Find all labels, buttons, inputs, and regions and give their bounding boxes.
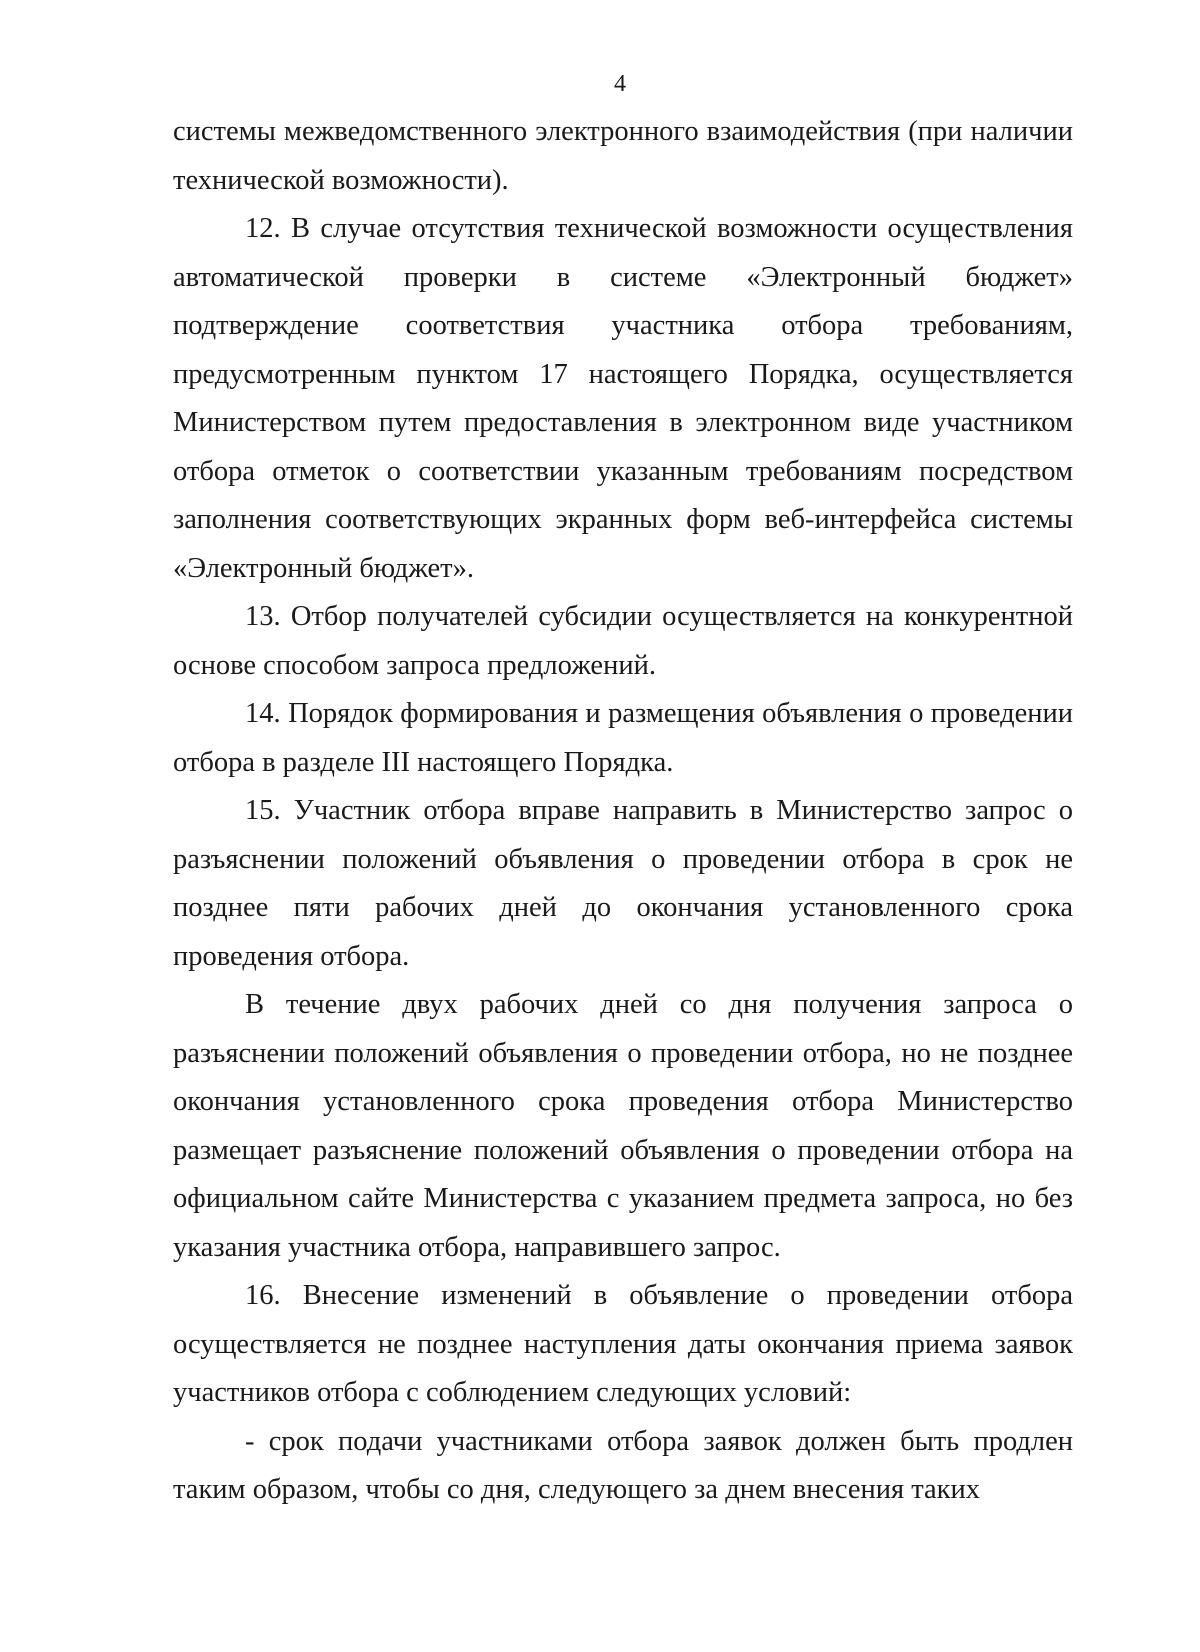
paragraph-item-16-condition: - срок подачи участниками отбора заявок должен быть продлен таким образом, чтобы со дня, следующего за днем внесения таких	[173, 1425, 1073, 1505]
page-number: 4	[614, 71, 626, 97]
paragraph-continuation: системы межведомственного электронного взаимодействия (при наличии технической возможности).	[173, 116, 1073, 196]
paragraph-item-14: 14. Порядок формирования и размещения объявления о проведении отбора в разделе III настоящего Порядка.	[173, 698, 1073, 778]
document-body	[173, 108, 1073, 1515]
paragraph-item-15-clarification: В течение двух рабочих дней со дня получения запроса о разъяснении положений объявления о проведении отбора, но не позднее окончания установленного срока проведения отбора Министерство размещает разъяснение положений объявления о проведении отбора на официальном сайте Министерства с указанием предмета запроса, но без указания участника отбора, направившего запрос.	[173, 989, 1073, 1263]
paragraph-item-15: 15. Участник отбора вправе направить в Министерство запрос о разъяснении положений объявления о проведении отбора в срок не позднее пяти рабочих дней до окончания установленного срока проведения отбора.	[173, 795, 1073, 972]
paragraph-item-12: 12. В случае отсутствия технической возможности осуществления автоматической проверки в системе «Электронный бюджет» подтверждение соответствия участника отбора требованиям, предусмотренным пунктом 17 настоящего Порядка, осуществляется Министерством путем предоставления в электронном виде участником отбора отметок о соответствии указанным требованиям посредством заполнения соответствующих экранных форм веб-интерфейса системы «Электронный бюджет».	[173, 213, 1073, 584]
paragraph-item-16: 16. Внесение изменений в объявление о проведении отбора осуществляется не позднее наступления даты окончания приема заявок участников отбора с соблюдением следующих условий:	[173, 1280, 1073, 1408]
paragraph-item-13: 13. Отбор получателей субсидии осуществляется на конкурентной основе способом запроса предложений.	[173, 601, 1073, 681]
